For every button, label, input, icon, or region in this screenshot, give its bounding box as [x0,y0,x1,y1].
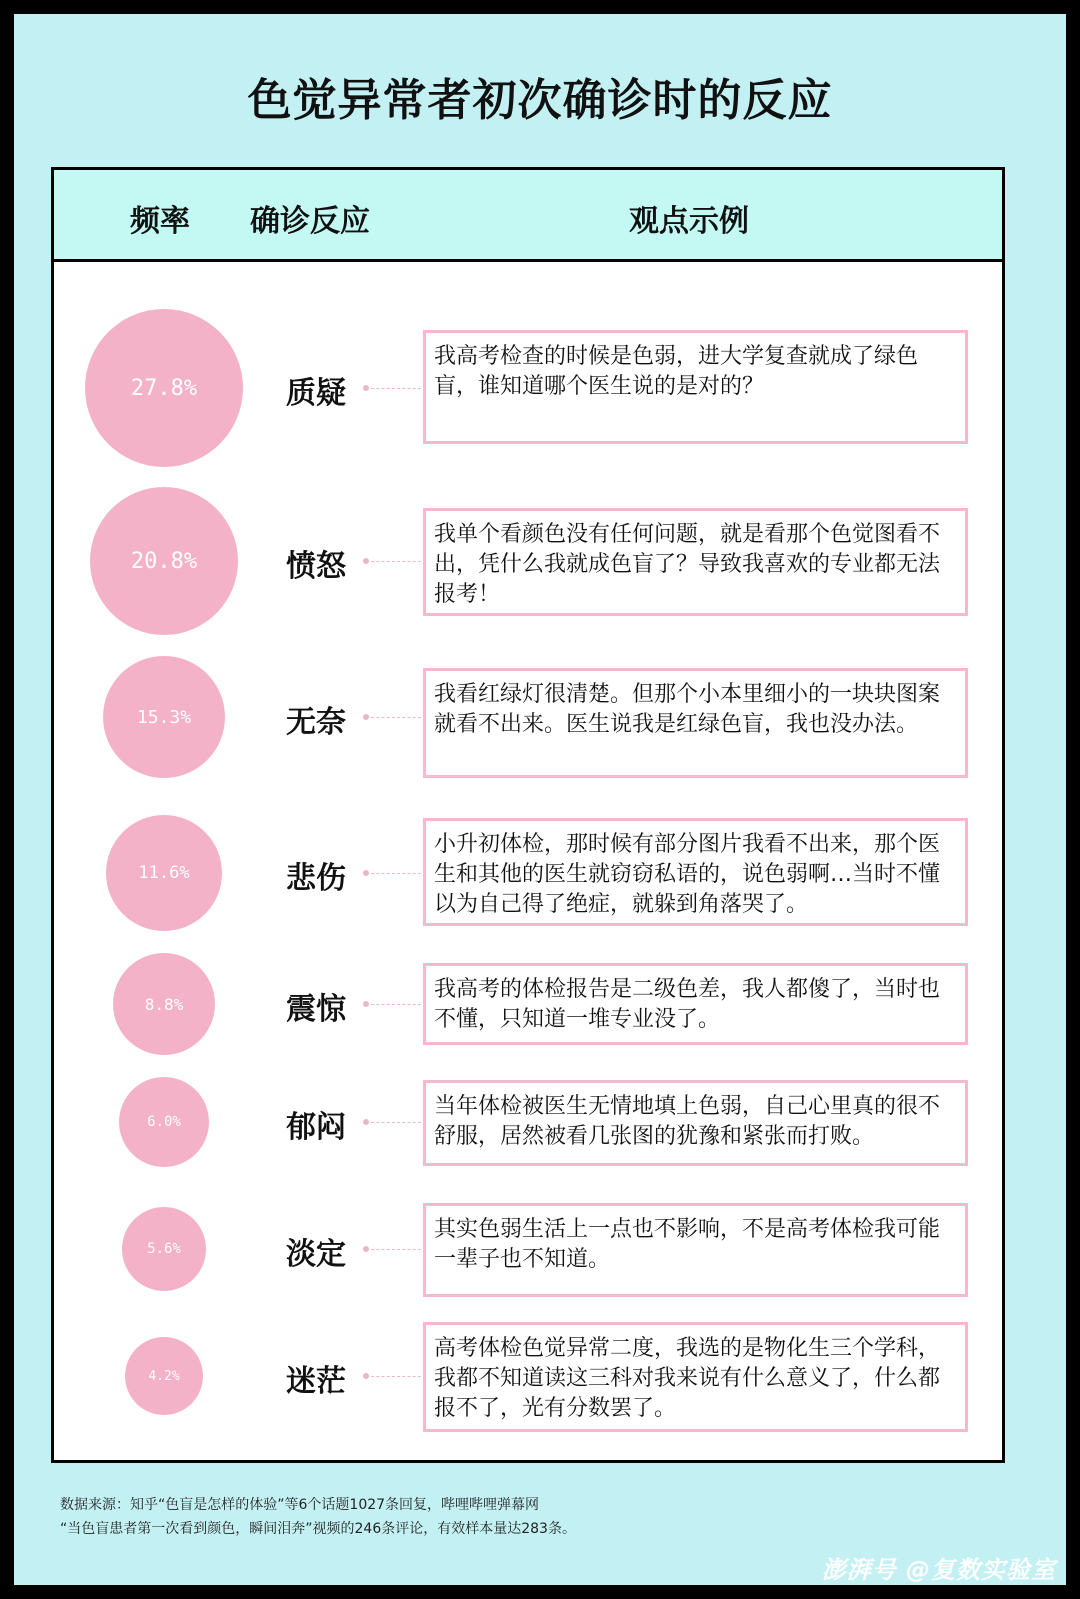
frequency-circle: 8.8% [113,953,215,1055]
header-frequency: 频率 [130,204,190,239]
connector-line [366,388,426,389]
data-source-note [60,1493,576,1541]
frequency-circle: 4.2% [125,1337,203,1415]
quote-box: 当年体检被医生无情地填上色弱，自己心里真的很不舒服，居然被看几张图的犹豫和紧张而打败。 [423,1080,968,1166]
quote-box: 我高考的体检报告是二级色差，我人都傻了，当时也不懂，只知道一堆专业没了。 [423,963,968,1045]
quote-box: 我单个看颜色没有任何问题，就是看那个色觉图看不出，凭什么我就成色盲了？导致我喜欢的专业都无法报考！ [423,508,968,616]
reaction-label: 郁闷 [286,1110,346,1145]
quote-box: 小升初体检，那时候有部分图片我看不出来，那个医生和其他的医生就窃窃私语的，说色弱啊…当时不懂以为自己得了绝症，就躲到角落哭了。 [423,818,968,926]
quote-box: 其实色弱生活上一点也不影响，不是高考体检我可能一辈子也不知道。 [423,1203,968,1297]
connector-line [366,1122,426,1123]
watermark: 澎湃号 @复数实验室 [821,1556,1056,1584]
reaction-label: 悲伤 [286,861,346,896]
header-reaction: 确诊反应 [250,204,370,239]
frequency-circle: 6.0% [119,1077,209,1167]
frequency-circle: 20.8% [90,487,238,635]
connector-line [366,1249,426,1250]
quote-box: 我高考检查的时候是色弱，进大学复查就成了绿色盲，谁知道哪个医生说的是对的？ [423,330,968,444]
connector-line [366,873,426,874]
source-line-1: 数据来源：知乎“色盲是怎样的体验”等6个话题1027条回复，哔哩哔哩弹幕网 [60,1497,540,1513]
header-example: 观点示例 [629,204,749,239]
connector-line [366,1376,426,1377]
connector-line [366,1004,426,1005]
frequency-circle: 27.8% [85,309,243,467]
connector-line [366,717,426,718]
reaction-label: 质疑 [286,376,346,411]
quote-box: 高考体检色觉异常二度，我选的是物化生三个学科，我都不知道读这三科对我来说有什么意义了，什么都报不了，光有分数罢了。 [423,1322,968,1432]
reaction-label: 无奈 [286,705,346,740]
reaction-label: 震惊 [286,992,346,1027]
reaction-table [51,167,1005,1463]
reaction-label: 愤怒 [286,549,346,584]
frequency-circle: 15.3% [103,656,225,778]
reaction-label: 淡定 [286,1237,346,1272]
reaction-label: 迷茫 [286,1364,346,1399]
source-line-2: “当色盲患者第一次看到颜色，瞬间泪奔”视频的246条评论，有效样本量达283条。 [60,1521,576,1537]
frequency-circle: 11.6% [106,815,222,931]
page-title: 色觉异常者初次确诊时的反应 [247,75,833,126]
connector-line [366,561,426,562]
frequency-circle: 5.6% [122,1207,206,1291]
quote-box: 我看红绿灯很清楚。但那个小本里细小的一块块图案就看不出来。医生说我是红绿色盲，我也没办法。 [423,668,968,778]
table-header [54,170,1002,262]
